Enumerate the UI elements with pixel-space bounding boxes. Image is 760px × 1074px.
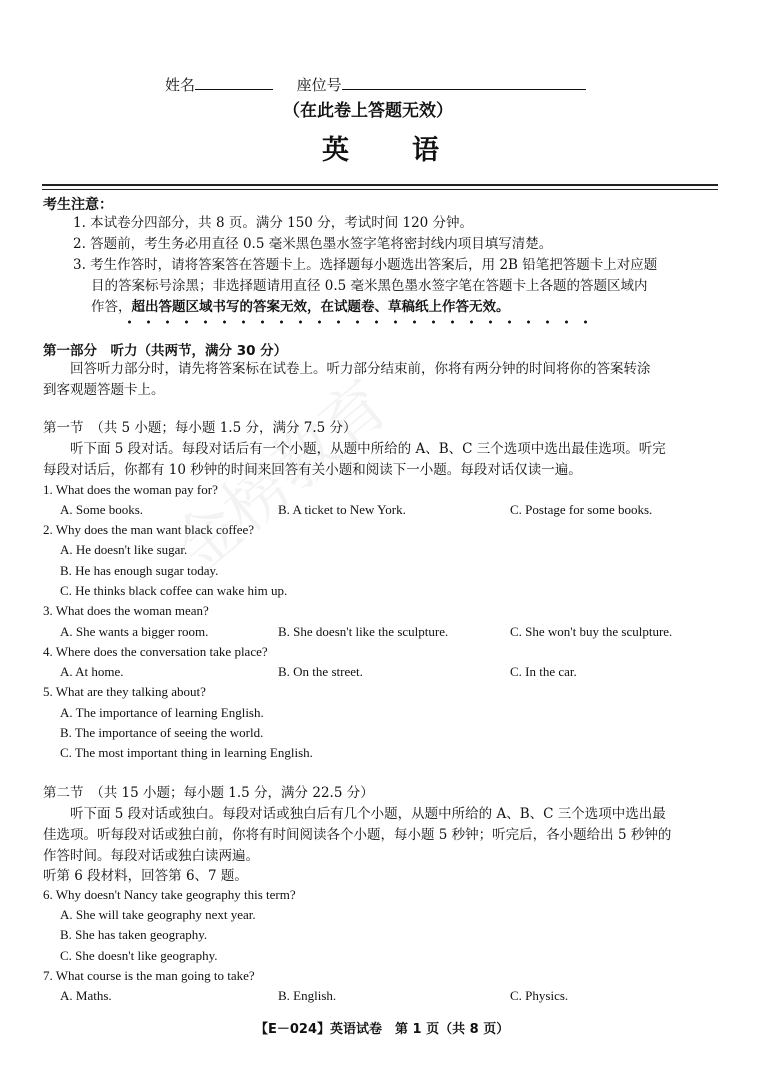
seat-blank[interactable] xyxy=(342,75,586,90)
question-5: 5. What are they talking about? xyxy=(43,684,206,699)
question-2: 2. Why does the man want black coffee? xyxy=(43,522,255,537)
section2-title: 第二节 （共 15 小题；每小题 1.5 分，满分 22.5 分） xyxy=(43,785,374,801)
notice-item-3-prefix: 作答， xyxy=(91,299,132,315)
section2-instruction-line-1: 听下面 5 段对话或独白。每段对话或独白后有几个小题，从题中所给的 A、B、C 三个选项中选出最 xyxy=(70,806,666,822)
seat-label: 座位号 xyxy=(296,76,342,94)
question-3-option-a: A. She wants a bigger room. xyxy=(60,624,209,639)
notice-title: 考生注意： xyxy=(43,197,113,213)
question-5-option-a: A. The importance of learning English. xyxy=(60,705,264,720)
notice-item-2: 2. 答题前，考生务必用直径 0.5 毫米黑色墨水签字笔将密封线内项目填写清楚。 xyxy=(73,236,553,252)
section2-instruction-line-2: 佳选项。听每段对话或独白前，你将有时间阅读各个小题，每小题 5 秒钟；听完后，各小题给出 5 秒钟的 xyxy=(43,827,672,843)
notice-item-3-line-3 xyxy=(91,297,510,317)
question-6-option-a: A. She will take geography next year. xyxy=(60,907,256,922)
invalid-note: （在此卷上答题无效） xyxy=(283,101,453,121)
question-7-option-a: A. Maths. xyxy=(60,988,112,1003)
question-1-option-c: C. Postage for some books. xyxy=(510,502,653,517)
question-5-option-c: C. The most important thing in learning English. xyxy=(60,745,313,760)
notice-item-3-line-2: 目的答案标号涂黑；非选择题请用直径 0.5 毫米黑色墨水签字笔在答题卡上各题的答题区域内 xyxy=(91,278,648,294)
part1-intro-line-1: 回答听力部分时，请先将答案标在试卷上。听力部分结束前，你将有两分钟的时间将你的答案转涂 xyxy=(70,361,651,377)
question-1-option-a: A. Some books. xyxy=(60,502,144,517)
section1-title: 第一节 （共 5 小题；每小题 1.5 分，满分 7.5 分） xyxy=(43,420,357,436)
name-field xyxy=(165,74,586,95)
material-6-note: 听第 6 段材料，回答第 6、7 题。 xyxy=(43,868,248,884)
section1-instruction-line-1: 听下面 5 段对话。每段对话后有一个小题，从题中所给的 A、B、C 三个选项中选出最佳选项。听完 xyxy=(70,441,666,457)
question-3: 3. What does the woman mean? xyxy=(43,603,209,618)
name-label: 姓名 xyxy=(165,76,196,94)
notice-item-1: 1. 本试卷分四部分，共 8 页。满分 150 分，考试时间 120 分钟。 xyxy=(73,215,474,231)
question-7-option-b: B. English. xyxy=(278,988,337,1003)
header-rule-thin xyxy=(42,189,718,190)
question-3-option-b: B. She doesn't like the sculpture. xyxy=(278,624,449,639)
question-7: 7. What course is the man going to take? xyxy=(43,968,255,983)
page-footer: 【E－024】英语试卷 第 1 页（共 8 页） xyxy=(255,1022,510,1037)
name-blank[interactable] xyxy=(195,75,273,90)
notice-item-3-line-1: 3. 考生作答时，请将答案答在答题卡上。选择题每小题选出答案后，用 2B 铅笔把答题卡上对应题 xyxy=(73,257,658,273)
part1-title: 第一部分 听力（共两节，满分 30 分） xyxy=(43,343,288,359)
section1-instruction-line-2: 每段对话后，你都有 10 秒钟的时间来回答有关小题和阅读下一小题。每段对话仅读一遍。 xyxy=(43,462,582,478)
question-5-option-b: B. The importance of seeing the world. xyxy=(60,725,264,740)
question-4-option-b: B. On the street. xyxy=(278,664,363,679)
question-4: 4. Where does the conversation take place? xyxy=(43,644,268,659)
question-4-option-a: A. At home. xyxy=(60,664,124,679)
question-2-option-a: A. He doesn't like sugar. xyxy=(60,542,188,557)
section2-instruction-line-3: 作答时间。每段对话或独白读两遍。 xyxy=(43,848,259,864)
question-4-option-c: C. In the car. xyxy=(510,664,577,679)
question-1: 1. What does the woman pay for? xyxy=(43,482,218,497)
question-6: 6. Why doesn't Nancy take geography this term? xyxy=(43,887,296,902)
header-rule xyxy=(42,184,718,186)
notice-emphasis: 超出答题区域书写的答案无效，在试题卷、草稿纸上作答无效。 xyxy=(131,299,510,315)
question-2-option-b: B. He has enough sugar today. xyxy=(60,563,219,578)
question-7-option-c: C. Physics. xyxy=(510,988,569,1003)
question-1-option-b: B. A ticket to New York. xyxy=(278,502,406,517)
question-6-option-c: C. She doesn't like geography. xyxy=(60,948,218,963)
subject-title: 英 语 xyxy=(322,135,457,166)
question-6-option-b: B. She has taken geography. xyxy=(60,927,208,942)
question-3-option-c: C. She won't buy the sculpture. xyxy=(510,624,673,639)
question-2-option-c: C. He thinks black coffee can wake him up. xyxy=(60,583,288,598)
part1-intro-line-2: 到客观题答题卡上。 xyxy=(43,382,165,398)
emphasis-dots xyxy=(120,320,600,324)
